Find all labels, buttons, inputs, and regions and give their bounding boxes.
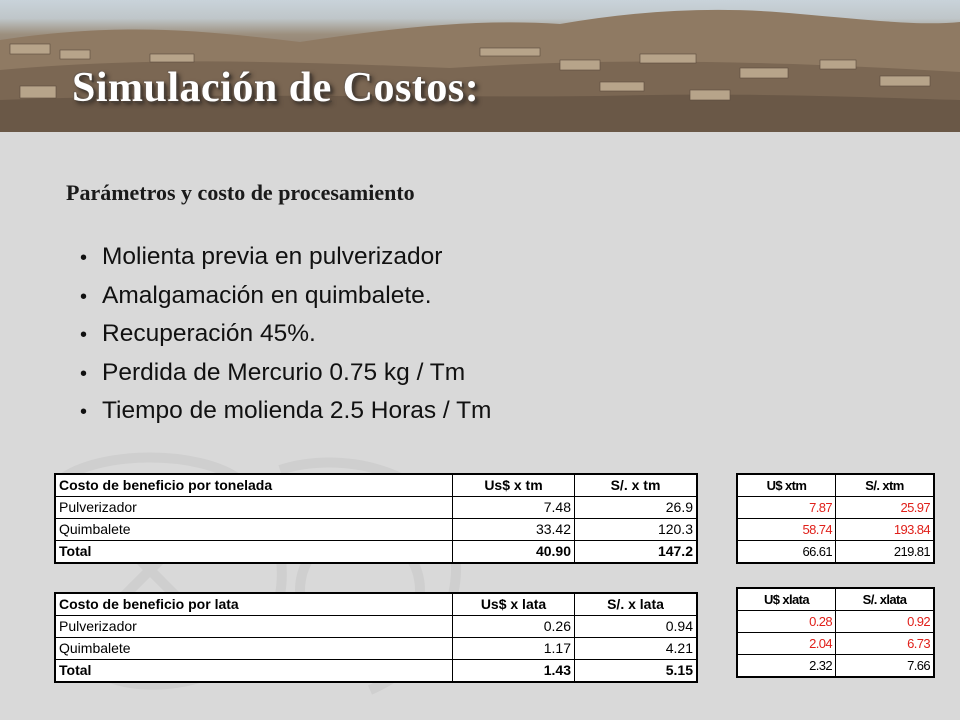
table-header-cell: Us$ x tm — [453, 474, 575, 497]
table-cell: Pulverizador — [55, 497, 453, 519]
parameter-list — [80, 238, 491, 431]
table-cell: Pulverizador — [55, 616, 453, 638]
table-cell: 58.74 — [737, 519, 836, 541]
table-row — [55, 497, 697, 519]
table-header-row — [737, 474, 934, 497]
table-header-row — [55, 474, 697, 497]
bullet-icon: • — [80, 362, 88, 385]
table-header-row — [737, 588, 934, 611]
table-header-cell: S/. x lata — [575, 593, 698, 616]
list-item-text: Tiempo de molienda 2.5 Horas / Tm — [102, 397, 492, 424]
table-header-cell: Us$ x lata — [453, 593, 575, 616]
table-cell: 7.66 — [836, 655, 935, 678]
bullet-icon: • — [80, 247, 88, 269]
cost-per-ton-table — [54, 473, 698, 564]
page-title: Simulación de Costos: — [72, 65, 480, 111]
table-header-cell: S/. xlata — [836, 588, 935, 611]
table-row — [55, 519, 697, 541]
list-item — [80, 315, 491, 354]
table-cell: 6.73 — [836, 633, 935, 655]
list-item — [80, 354, 491, 393]
table-cell: Quimbalete — [55, 519, 453, 541]
header-banner-photo — [0, 0, 960, 132]
bullet-icon: • — [80, 285, 88, 308]
table-header-row — [55, 593, 697, 616]
table-cell: 1.17 — [453, 638, 575, 660]
list-item-text: Molienta previa en pulverizador — [102, 243, 443, 270]
table-header-cell: U$ xlata — [737, 588, 836, 611]
list-item-text: Amalgamación en quimbalete. — [102, 281, 432, 309]
table-cell: 66.61 — [737, 541, 836, 564]
list-item — [80, 238, 491, 277]
table-cell: 0.26 — [453, 616, 575, 638]
table-cell: 4.21 — [575, 638, 698, 660]
table-cell: 1.43 — [453, 660, 575, 683]
table-cell: 7.48 — [453, 497, 575, 519]
table-row — [737, 633, 934, 655]
table-cell: 40.90 — [453, 541, 575, 564]
table-cell: 193.84 — [836, 519, 935, 541]
table-cell: 120.3 — [575, 519, 698, 541]
table-cell: 7.87 — [737, 497, 836, 519]
table-cell: 2.04 — [737, 633, 836, 655]
table-cell: 0.92 — [836, 611, 935, 633]
table-cell: 33.42 — [453, 519, 575, 541]
table-cell: 2.32 — [737, 655, 836, 678]
table-row — [737, 497, 934, 519]
list-item-text: Perdida de Mercurio 0.75 kg / Tm — [102, 358, 466, 386]
bullet-icon: • — [80, 324, 88, 346]
table-cell: 26.9 — [575, 497, 698, 519]
table-cell: 25.97 — [836, 497, 935, 519]
table-row — [55, 616, 697, 638]
table-header-cell: S/. xtm — [836, 474, 935, 497]
list-item-text: Recuperación 45%. — [102, 320, 316, 347]
list-item — [80, 392, 491, 431]
section-subtitle: Parámetros y costo de procesamiento — [66, 180, 415, 205]
table-cell: 0.94 — [575, 616, 698, 638]
side-cost-per-ton-table — [736, 473, 935, 564]
table-header-cell: S/. x tm — [575, 474, 698, 497]
table-cell: Quimbalete — [55, 638, 453, 660]
bullet-icon: • — [80, 401, 88, 423]
table-row — [737, 611, 934, 633]
table-header-cell: Costo de beneficio por lata — [55, 593, 453, 616]
table-total-row — [737, 655, 934, 678]
table-row — [737, 519, 934, 541]
table-cell: 147.2 — [575, 541, 698, 564]
table-cell: 219.81 — [836, 541, 935, 564]
table-total-row — [55, 541, 697, 564]
table-total-row — [737, 541, 934, 564]
cost-per-can-table — [54, 592, 698, 683]
table-cell: Total — [55, 660, 453, 683]
table-header-cell: Costo de beneficio por tonelada — [55, 474, 453, 497]
list-item — [80, 277, 491, 316]
table-total-row — [55, 660, 697, 683]
table-header-cell: U$ xtm — [737, 474, 836, 497]
table-cell: Total — [55, 541, 453, 564]
table-row — [55, 638, 697, 660]
side-cost-per-can-table — [736, 587, 935, 678]
table-cell: 5.15 — [575, 660, 698, 683]
table-cell: 0.28 — [737, 611, 836, 633]
